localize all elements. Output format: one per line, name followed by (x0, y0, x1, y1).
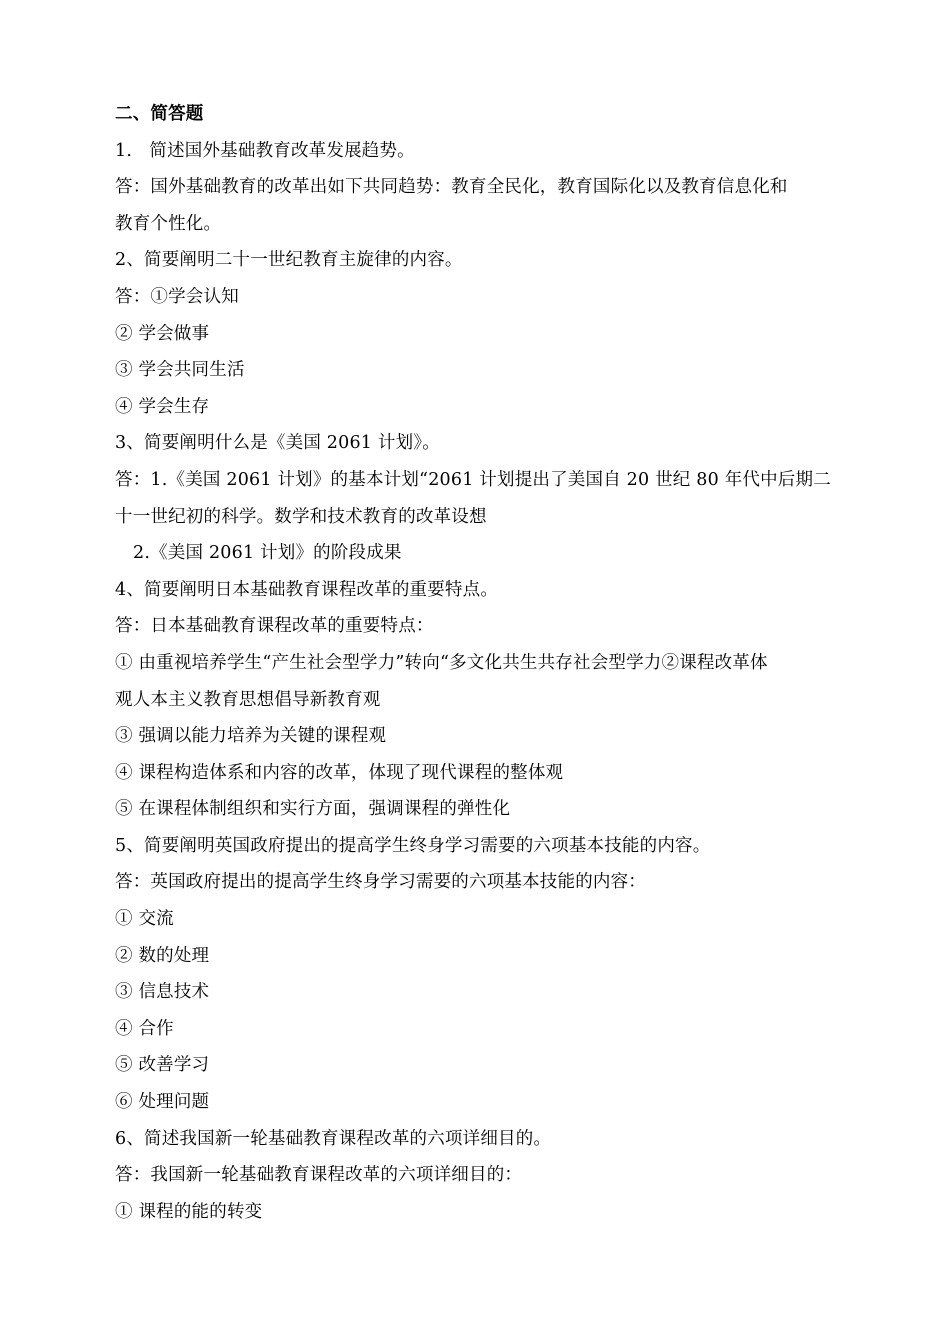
answer-2-item: ② 学会做事 (115, 323, 210, 344)
question-6: 6、简述我国新一轮基础教育课程改革的六项详细目的。 (115, 1128, 552, 1149)
section-title: 二、简答题 (115, 104, 204, 124)
answer-5-item: ③ 信息技术 (115, 982, 210, 1003)
answer-4-line-1: ① 由重视培养学生“产生社会型学力”转向“多文化共生共存社会型学力②课程改革体 (115, 652, 768, 673)
answer-2-item: 答：①学会认知 (115, 286, 239, 307)
answer-5-item: ① 交流 (115, 909, 174, 930)
answer-5-item: ⑥ 处理问题 (115, 1092, 210, 1113)
answer-3-line-2: 十一世纪初的科学。数学和技术教育的改革设想 (115, 506, 487, 527)
question-4: 4、简要阐明日本基础教育课程改革的重要特点。 (115, 579, 499, 600)
answer-3-line-1: 答：1.《美国 2061 计划》的基本计划“2061 计划提出了美国自 20 世纪 80 年代中后期二 (115, 469, 831, 490)
document-body (115, 96, 861, 1230)
answer-5-item: ② 数的处理 (115, 945, 210, 966)
answer-5-item: ④ 合作 (115, 1018, 174, 1039)
question-3: 3、简要阐明什么是《美国 2061 计划》。 (115, 433, 440, 454)
answer-6-intro: 答：我国新一轮基础教育课程改革的六项详细目的： (115, 1165, 523, 1186)
answer-4-item: ③ 强调以能力培养为关键的课程观 (115, 726, 387, 747)
answer-4-line-2: 观人本主义教育思想倡导新教育观 (115, 689, 381, 710)
answer-1-line-1: 答：国外基础教育的改革出如下共同趋势：教育全民化，教育国际化以及教育信息化和 (115, 177, 788, 198)
answer-6-item: ① 课程的能的转变 (115, 1201, 263, 1222)
answer-4-item: ⑤ 在课程体制组织和实行方面，强调课程的弹性化 (115, 799, 511, 820)
answer-5-item: ⑤ 改善学习 (115, 1055, 210, 1076)
answer-5-intro: 答：英国政府提出的提高学生终身学习需要的六项基本技能的内容： (115, 872, 646, 893)
question-2: 2、简要阐明二十一世纪教育主旋律的内容。 (115, 250, 463, 271)
answer-2-item: ③ 学会共同生活 (115, 360, 245, 381)
answer-2-item: ④ 学会生存 (115, 396, 210, 417)
question-1: 1. 简述国外基础教育改革发展趋势。 (115, 140, 415, 161)
answer-4-item: ④ 课程构造体系和内容的改革，体现了现代课程的整体观 (115, 762, 564, 783)
answer-1-line-2: 教育个性化。 (115, 213, 222, 234)
answer-4-intro: 答：日本基础教育课程改革的重要特点： (115, 616, 434, 637)
answer-3-line-3: 2.《美国 2061 计划》的阶段成果 (133, 543, 402, 564)
question-5: 5、简要阐明英国政府提出的提高学生终身学习需要的六项基本技能的内容。 (115, 835, 711, 856)
